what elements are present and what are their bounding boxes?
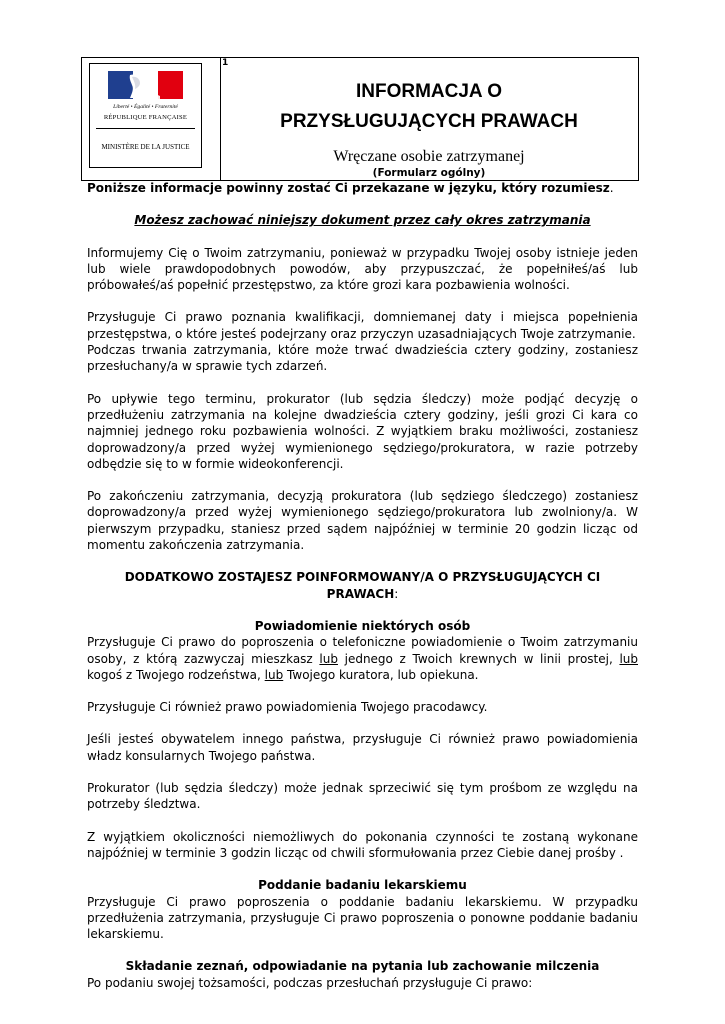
rights-heading [87, 569, 638, 602]
paragraph-prosecutor-objection: Prokurator (lub sędzia śledczy) może jednak sprzeciwić się tym prośbom ze względu na potrzeby śledztwa. [87, 781, 638, 812]
paragraph-notification [87, 634, 638, 683]
logo-cell [82, 58, 221, 180]
document-body [87, 180, 638, 991]
title-line-1: INFORMACJA O [355, 81, 503, 102]
page-subtitle: Wręczane osobie zatrzymanej [333, 148, 525, 165]
notification-text-a: Przysługuje Ci prawo do poproszenia o telefoniczne powiadomienie o Twoim zatrzymaniu osoby, z którą zazwyczaj mieszkasz [87, 635, 638, 666]
marianne-flag-icon [108, 71, 183, 99]
notification-text-d: Twojego kuratora, lub opiekuna. [283, 667, 479, 682]
language-notice [87, 180, 638, 196]
logo-ministry: MINISTÈRE DE LA JUSTICE [101, 143, 190, 151]
language-notice-end: . [609, 181, 614, 195]
section-heading-medical: Poddanie badaniu lekarskiemu [258, 878, 467, 893]
form-type: (Formularz ogólny) [372, 167, 486, 179]
logo-motto: Liberté • Égalité • Fraternité [113, 104, 178, 110]
language-notice-text: Poniższe informacje powinny zostać Ci przekazane w języku, który rozumiesz [87, 181, 610, 195]
paragraph-medical: Przysługuje Ci prawo poproszenia o poddanie badaniu lekarskiemu. W przypadku przedłużenia zatrzymania, przysługuje Ci prawo poproszenia o ponowne poddanie badaniu lekarskiemu. [87, 894, 638, 942]
notification-lub-3: lub [264, 667, 284, 682]
paragraph-end-of-detention: Po zakończeniu zatrzymania, decyzją prokuratora (lub sędziego śledczego) zostaniesz doprowadzony/a przed wyżej wymienionego sędziego/prokuratora lub zwolniony/a. W pierwszym przypadku, staniesz przed sądem najpóźniej w terminie 20 godzin licząc od momentu zakończenia zatrzymania. [87, 489, 638, 553]
document-header [81, 57, 639, 181]
paragraph-statements: Po podaniu swojej tożsamości, podczas przesłuchań przysługuje Ci prawo: [87, 975, 533, 990]
ministry-logo [89, 63, 202, 168]
logo-republic: RÉPUBLIQUE FRANÇAISE [103, 114, 188, 121]
page-number: 1 [222, 58, 229, 68]
notification-lub-2: lub [619, 651, 638, 666]
logo-divider [96, 128, 195, 129]
paragraph-employer: Przysługuje Ci również prawo powiadomienia Twojego pracodawcy. [87, 700, 488, 715]
section-heading-statements: Składanie zeznań, odpowiadanie na pytania lub zachowanie milczenia [125, 959, 600, 974]
rights-heading-text: DODATKOWO ZOSTAJESZ POINFORMOWANY/A O PRZYSŁUGUJĄCYCH CI PRAWACH [124, 570, 601, 601]
paragraph-arrest-reason: Informujemy Cię o Twoim zatrzymaniu, ponieważ w przypadku Twojej osoby istnieje jeden lub wiele prawdopodobnych powodów, aby przypuszczać, że popełniłeś/aś lub próbowałeś/aś popełnić przestępstwo, za które grozi kara pozbawienia wolności. [87, 245, 638, 293]
title-line-2: PRZYSŁUGUJĄCYCH PRAWACH [280, 111, 578, 132]
rights-heading-colon: : [394, 586, 399, 601]
paragraph-deadline: Z wyjątkiem okoliczności niemożliwych do pokonania czynności te zostaną wykonane najpóźniej w terminie 3 godzin licząc od chwili sformułowania przez Ciebie danej prośby . [87, 829, 638, 860]
paragraph-extension: Po upływie tego terminu, prokurator (lub sędzia śledczy) może podjąć decyzję o przedłużeniu zatrzymania na kolejne dwadzieścia cztery godziny, jeśli grozi Ci kara co najmniej jednego roku pozbawienia wolności. Z wyjątkiem braku możliwości, zostaniesz doprowadzony/a przed wyżej wymienionego sędziego/prokuratora, w razie potrzeby odbędzie się to w formie wideokonferencji. [87, 391, 638, 471]
paragraph-duration: Podczas trwania zatrzymania, które może trwać dwadzieścia cztery godziny, zostaniesz przesłuchany/a w sprawie tych zdarzeń. [87, 343, 638, 374]
paragraph-charges: Przysługuje Ci prawo poznania kwalifikacji, domniemanej daty i miejsca popełnienia przestępstwa, o które jesteś podejrzany oraz przyczyn uzasadniających Twoje zatrzymanie. [87, 310, 638, 341]
paragraph-consulate: Jeśli jesteś obywatelem innego państwa, przysługuje Ci również prawo powiadomienia władz konsularnych Twojego państwa. [87, 732, 638, 763]
page-title [220, 77, 638, 137]
notification-text-c: kogoś z Twojego rodzeństwa, [87, 667, 265, 682]
notification-lub-1: lub [319, 651, 338, 666]
keep-document-notice: Możesz zachować niniejszy dokument przez cały okres zatrzymania [134, 213, 591, 228]
notification-text-b: jednego z Twoich krewnych w linii prostej, [337, 651, 620, 666]
section-heading-notification: Powiadomienie niektórych osób [254, 618, 471, 633]
